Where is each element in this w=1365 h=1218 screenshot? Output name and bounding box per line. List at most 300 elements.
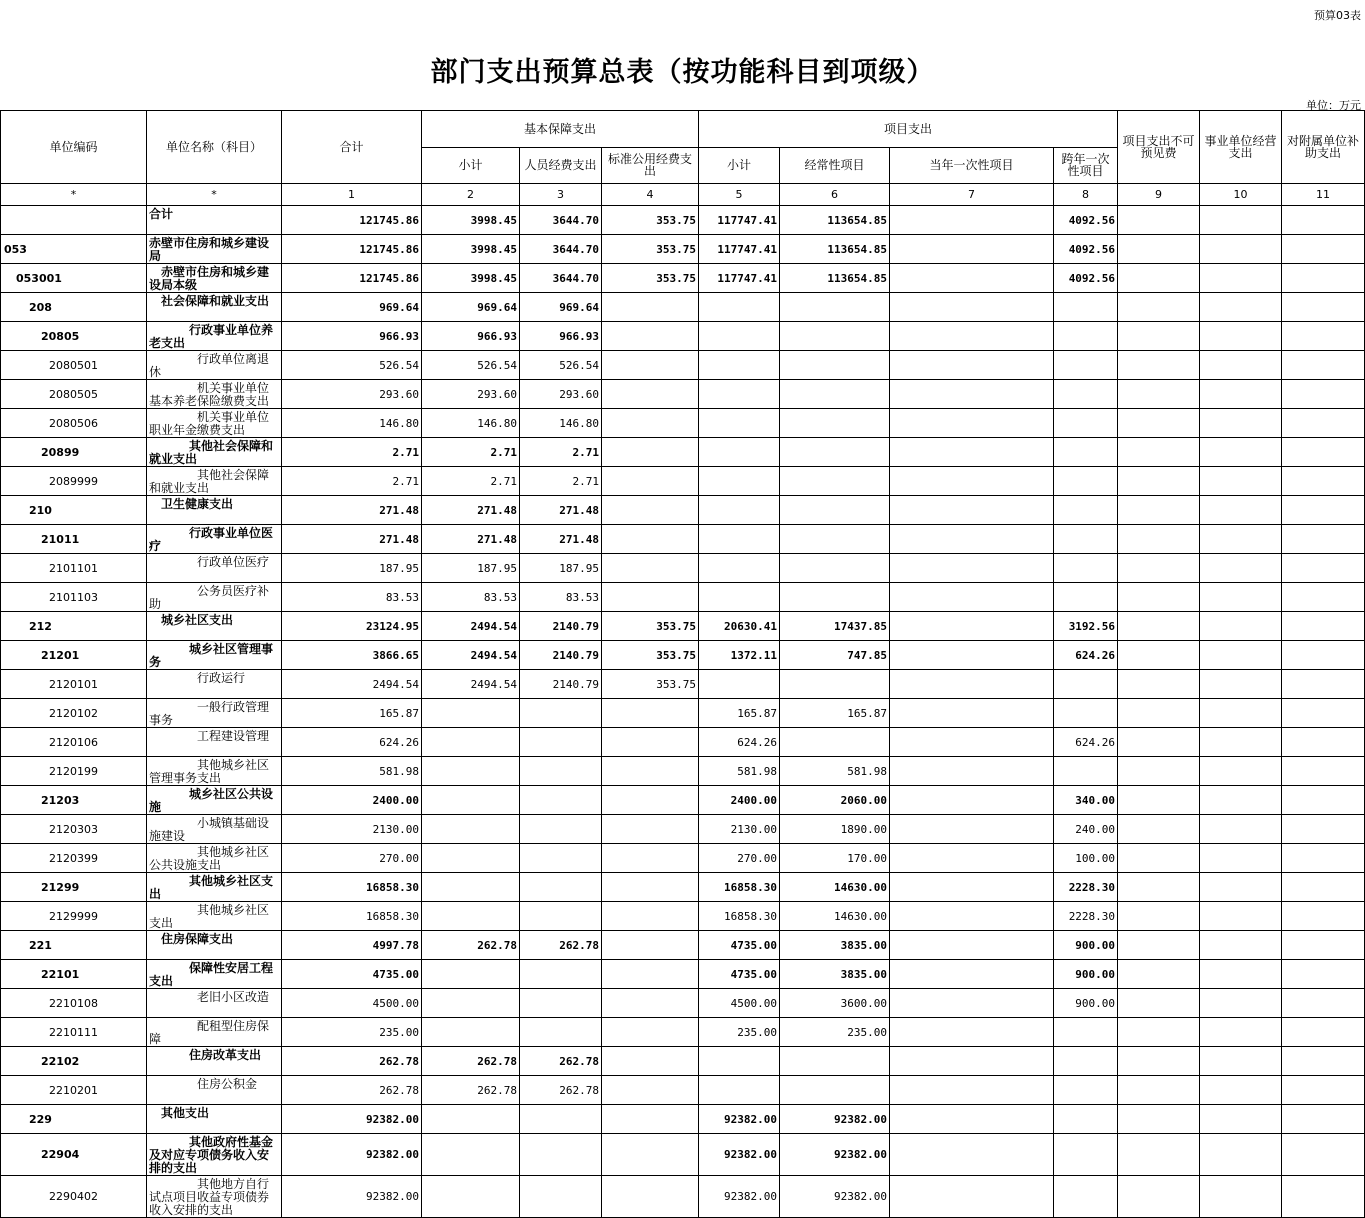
row-name: 公务员医疗补助 — [147, 583, 282, 612]
row-value: 3835.00 — [780, 960, 890, 989]
row-value — [1282, 583, 1365, 612]
row-name: 其他城乡社区管理事务支出 — [147, 757, 282, 786]
row-value — [699, 322, 780, 351]
row-value: 23124.95 — [282, 612, 422, 641]
column-index-cell: 4 — [602, 184, 699, 206]
row-value — [602, 873, 699, 902]
row-value — [602, 960, 699, 989]
row-value: 2.71 — [520, 438, 602, 467]
table-row — [1, 670, 1365, 699]
column-index-cell: 1 — [282, 184, 422, 206]
row-value: 121745.86 — [282, 264, 422, 293]
row-value — [1054, 438, 1118, 467]
row-value — [602, 496, 699, 525]
row-name: 工程建设管理 — [147, 728, 282, 757]
row-name: 赤壁市住房和城乡建设局 — [147, 235, 282, 264]
row-value — [520, 873, 602, 902]
header-unforeseen: 项目支出不可预见费 — [1118, 111, 1200, 184]
row-name: 社会保障和就业支出 — [147, 293, 282, 322]
row-value — [699, 351, 780, 380]
row-value — [890, 757, 1054, 786]
row-value: 3644.70 — [520, 206, 602, 235]
row-value: 2130.00 — [282, 815, 422, 844]
row-value: 293.60 — [520, 380, 602, 409]
row-code: 2120303 — [1, 815, 147, 844]
row-value — [520, 815, 602, 844]
row-value — [699, 554, 780, 583]
row-value — [1282, 235, 1365, 264]
table-row — [1, 467, 1365, 496]
header-one-time-cross: 跨年一次性项目 — [1054, 147, 1118, 184]
row-value: 2400.00 — [282, 786, 422, 815]
row-value — [890, 815, 1054, 844]
row-value — [1282, 844, 1365, 873]
row-value — [1118, 873, 1200, 902]
row-value — [1282, 438, 1365, 467]
row-value — [602, 467, 699, 496]
row-value: 2228.30 — [1054, 902, 1118, 931]
row-value: 353.75 — [602, 206, 699, 235]
row-value — [1200, 496, 1282, 525]
row-value — [890, 1018, 1054, 1047]
row-code: 229 — [1, 1105, 147, 1134]
row-value — [520, 1105, 602, 1134]
row-code: 212 — [1, 612, 147, 641]
row-value — [1282, 1105, 1365, 1134]
row-value — [780, 293, 890, 322]
row-value — [1282, 989, 1365, 1018]
row-value: 262.78 — [282, 1076, 422, 1105]
row-value — [780, 496, 890, 525]
table-row — [1, 960, 1365, 989]
row-value: 2494.54 — [282, 670, 422, 699]
row-value — [422, 844, 520, 873]
row-value — [602, 931, 699, 960]
row-value: 353.75 — [602, 670, 699, 699]
row-value — [1118, 438, 1200, 467]
row-value — [602, 409, 699, 438]
row-value — [1054, 380, 1118, 409]
row-value: 271.48 — [422, 525, 520, 554]
row-value — [520, 1018, 602, 1047]
row-name: 配租型住房保障 — [147, 1018, 282, 1047]
row-value: 20630.41 — [699, 612, 780, 641]
row-code: 21011 — [1, 525, 147, 554]
row-value — [780, 467, 890, 496]
row-value — [890, 409, 1054, 438]
row-value: 2494.54 — [422, 612, 520, 641]
row-value — [1118, 960, 1200, 989]
row-value — [520, 757, 602, 786]
row-value — [422, 1134, 520, 1176]
table-row — [1, 583, 1365, 612]
row-value — [1282, 264, 1365, 293]
column-index-cell: 6 — [780, 184, 890, 206]
row-value: 262.78 — [520, 931, 602, 960]
row-value — [890, 438, 1054, 467]
row-value — [422, 1018, 520, 1047]
row-value: 262.78 — [282, 1047, 422, 1076]
table-row — [1, 815, 1365, 844]
row-value — [422, 815, 520, 844]
row-code: 2120102 — [1, 699, 147, 728]
row-value — [699, 467, 780, 496]
row-value: 2060.00 — [780, 786, 890, 815]
row-value: 117747.41 — [699, 235, 780, 264]
row-value — [422, 757, 520, 786]
row-value — [602, 583, 699, 612]
row-name: 小城镇基础设施建设 — [147, 815, 282, 844]
row-value — [1200, 1076, 1282, 1105]
row-value: 3998.45 — [422, 264, 520, 293]
row-value: 113654.85 — [780, 206, 890, 235]
row-value — [1054, 1018, 1118, 1047]
row-code: 210 — [1, 496, 147, 525]
row-code: 21203 — [1, 786, 147, 815]
column-index-cell: 2 — [422, 184, 520, 206]
row-value — [1054, 467, 1118, 496]
row-value: 293.60 — [282, 380, 422, 409]
row-value — [1200, 554, 1282, 583]
column-index-cell: * — [147, 184, 282, 206]
row-value — [890, 844, 1054, 873]
row-value — [1118, 844, 1200, 873]
row-value: 2.71 — [422, 467, 520, 496]
row-value — [422, 960, 520, 989]
row-value — [780, 1076, 890, 1105]
row-value — [1200, 612, 1282, 641]
row-value — [890, 641, 1054, 670]
row-value — [1118, 1134, 1200, 1176]
row-value — [602, 728, 699, 757]
row-value — [1118, 554, 1200, 583]
row-value — [1200, 322, 1282, 351]
row-value: 2.71 — [282, 467, 422, 496]
row-value — [1200, 206, 1282, 235]
row-value — [1282, 322, 1365, 351]
row-value — [890, 264, 1054, 293]
row-value — [1118, 728, 1200, 757]
header-basic-subtotal: 小计 — [422, 147, 520, 184]
row-value: 83.53 — [282, 583, 422, 612]
table-row — [1, 380, 1365, 409]
row-name: 机关事业单位基本养老保险缴费支出 — [147, 380, 282, 409]
row-value — [1282, 786, 1365, 815]
row-value — [1054, 670, 1118, 699]
row-value — [699, 496, 780, 525]
row-value: 262.78 — [422, 1076, 520, 1105]
header-total: 合计 — [282, 111, 422, 184]
row-value: 92382.00 — [282, 1176, 422, 1218]
table-row — [1, 1018, 1365, 1047]
row-value — [1200, 235, 1282, 264]
row-code: 053001 — [1, 264, 147, 293]
row-value — [1118, 467, 1200, 496]
row-name: 住房改革支出 — [147, 1047, 282, 1076]
row-name: 卫生健康支出 — [147, 496, 282, 525]
table-row — [1, 641, 1365, 670]
row-value — [1118, 641, 1200, 670]
row-name: 其他城乡社区支出 — [147, 873, 282, 902]
row-value: 2.71 — [422, 438, 520, 467]
row-value: 165.87 — [282, 699, 422, 728]
row-value — [1200, 728, 1282, 757]
row-value: 16858.30 — [282, 873, 422, 902]
row-value — [602, 554, 699, 583]
row-value: 2228.30 — [1054, 873, 1118, 902]
table-row — [1, 1076, 1365, 1105]
row-value: 121745.86 — [282, 206, 422, 235]
row-value — [1282, 815, 1365, 844]
row-value: 3998.45 — [422, 206, 520, 235]
row-value — [1282, 699, 1365, 728]
row-value: 2130.00 — [699, 815, 780, 844]
row-code: 2120399 — [1, 844, 147, 873]
row-value: 900.00 — [1054, 989, 1118, 1018]
row-value: 2494.54 — [422, 670, 520, 699]
row-code: 2120106 — [1, 728, 147, 757]
row-code: 22101 — [1, 960, 147, 989]
row-value — [422, 1176, 520, 1218]
row-value: 271.48 — [282, 496, 422, 525]
row-value — [1118, 670, 1200, 699]
header-basic: 基本保障支出 — [422, 111, 699, 148]
row-value — [780, 1047, 890, 1076]
row-value — [780, 409, 890, 438]
row-name: 城乡社区公共设施 — [147, 786, 282, 815]
row-value: 526.54 — [520, 351, 602, 380]
row-name: 住房保障支出 — [147, 931, 282, 960]
row-value — [1200, 1018, 1282, 1047]
table-row — [1, 235, 1365, 264]
form-number: 预算03表 — [1314, 9, 1361, 22]
row-value: 353.75 — [602, 612, 699, 641]
row-value: 900.00 — [1054, 931, 1118, 960]
row-value: 353.75 — [602, 264, 699, 293]
header-operating: 事业单位经营支出 — [1200, 111, 1282, 184]
row-value: 240.00 — [1054, 815, 1118, 844]
row-value: 2.71 — [520, 467, 602, 496]
row-value — [890, 1176, 1054, 1218]
row-value: 4500.00 — [699, 989, 780, 1018]
row-value: 4997.78 — [282, 931, 422, 960]
row-value — [890, 873, 1054, 902]
row-value — [1200, 815, 1282, 844]
row-value: 262.78 — [520, 1047, 602, 1076]
row-value — [602, 844, 699, 873]
row-value — [1282, 728, 1365, 757]
row-value — [1200, 583, 1282, 612]
row-value: 270.00 — [282, 844, 422, 873]
row-value: 969.64 — [520, 293, 602, 322]
table-row — [1, 1047, 1365, 1076]
row-value — [1200, 293, 1282, 322]
table-row — [1, 728, 1365, 757]
row-value: 2400.00 — [699, 786, 780, 815]
row-name: 其他社会保障和就业支出 — [147, 467, 282, 496]
row-value: 146.80 — [282, 409, 422, 438]
row-value — [1118, 757, 1200, 786]
row-value: 117747.41 — [699, 206, 780, 235]
row-value — [422, 1105, 520, 1134]
row-value — [422, 728, 520, 757]
row-value — [1282, 931, 1365, 960]
row-value — [890, 612, 1054, 641]
row-value — [602, 438, 699, 467]
row-value: 262.78 — [422, 1047, 520, 1076]
row-value: 187.95 — [520, 554, 602, 583]
row-value: 16858.30 — [282, 902, 422, 931]
row-value: 262.78 — [422, 931, 520, 960]
row-value — [1118, 496, 1200, 525]
row-value — [1282, 496, 1365, 525]
row-code: 2080505 — [1, 380, 147, 409]
row-value — [1282, 612, 1365, 641]
row-value — [1054, 293, 1118, 322]
column-index-cell: 11 — [1282, 184, 1365, 206]
row-value: 2140.79 — [520, 670, 602, 699]
row-name: 行政单位医疗 — [147, 554, 282, 583]
row-value — [890, 989, 1054, 1018]
row-value — [602, 815, 699, 844]
row-value — [1118, 206, 1200, 235]
row-value — [699, 525, 780, 554]
row-name: 行政单位离退休 — [147, 351, 282, 380]
column-index-cell: 9 — [1118, 184, 1200, 206]
row-value — [890, 1134, 1054, 1176]
row-value: 4500.00 — [282, 989, 422, 1018]
row-value — [890, 728, 1054, 757]
row-value — [890, 931, 1054, 960]
row-value — [1200, 844, 1282, 873]
row-value — [1200, 786, 1282, 815]
row-value: 146.80 — [422, 409, 520, 438]
header-public-std: 标准公用经费支出 — [602, 147, 699, 184]
row-name: 合计 — [147, 206, 282, 235]
row-value: 624.26 — [699, 728, 780, 757]
row-value: 900.00 — [1054, 960, 1118, 989]
row-value — [780, 380, 890, 409]
row-code: 22904 — [1, 1134, 147, 1176]
row-value — [520, 844, 602, 873]
row-value — [1200, 641, 1282, 670]
row-value — [1054, 757, 1118, 786]
table-row — [1, 1176, 1365, 1218]
row-value — [890, 902, 1054, 931]
row-value — [1118, 699, 1200, 728]
page-title: 部门支出预算总表（按功能科目到项级） — [430, 57, 935, 88]
row-value: 293.60 — [422, 380, 520, 409]
row-value — [1200, 1105, 1282, 1134]
row-value: 581.98 — [282, 757, 422, 786]
header-one-time-current: 当年一次性项目 — [890, 147, 1054, 184]
row-value — [1282, 641, 1365, 670]
table-row — [1, 351, 1365, 380]
row-code: 221 — [1, 931, 147, 960]
row-value: 271.48 — [422, 496, 520, 525]
row-code: 2120199 — [1, 757, 147, 786]
row-code: 2101101 — [1, 554, 147, 583]
row-value — [1282, 409, 1365, 438]
row-name: 其他支出 — [147, 1105, 282, 1134]
row-value: 2494.54 — [422, 641, 520, 670]
row-value — [1054, 1105, 1118, 1134]
row-name: 其他地方自行试点项目收益专项债券收入安排的支出 — [147, 1176, 282, 1218]
row-value — [890, 293, 1054, 322]
row-value: 3192.56 — [1054, 612, 1118, 641]
row-value — [1118, 293, 1200, 322]
table-row — [1, 264, 1365, 293]
table-row — [1, 786, 1365, 815]
row-value — [1118, 902, 1200, 931]
row-value — [1200, 670, 1282, 699]
row-code: 2080506 — [1, 409, 147, 438]
row-value: 581.98 — [699, 757, 780, 786]
row-code: 2080501 — [1, 351, 147, 380]
row-value — [1118, 583, 1200, 612]
row-code: 20805 — [1, 322, 147, 351]
header-name: 单位名称（科目） — [147, 111, 282, 184]
row-value — [890, 1105, 1054, 1134]
column-index-cell: 7 — [890, 184, 1054, 206]
row-value — [1282, 1134, 1365, 1176]
row-value — [1054, 351, 1118, 380]
row-name: 保障性安居工程支出 — [147, 960, 282, 989]
row-name: 城乡社区管理事务 — [147, 641, 282, 670]
row-value: 2.71 — [282, 438, 422, 467]
row-value — [1282, 757, 1365, 786]
row-value: 146.80 — [520, 409, 602, 438]
row-value: 966.93 — [422, 322, 520, 351]
row-value — [520, 699, 602, 728]
row-value — [602, 902, 699, 931]
row-value: 353.75 — [602, 641, 699, 670]
row-value — [1118, 1076, 1200, 1105]
row-value — [1200, 380, 1282, 409]
row-value: 92382.00 — [780, 1176, 890, 1218]
row-value: 235.00 — [780, 1018, 890, 1047]
table-row — [1, 902, 1365, 931]
column-index-cell: 8 — [1054, 184, 1118, 206]
column-index-row — [1, 184, 1365, 206]
row-value: 92382.00 — [282, 1105, 422, 1134]
row-value — [890, 496, 1054, 525]
row-value: 4092.56 — [1054, 264, 1118, 293]
table-row — [1, 699, 1365, 728]
header-personnel: 人员经费支出 — [520, 147, 602, 184]
row-value: 3644.70 — [520, 264, 602, 293]
row-value — [1200, 757, 1282, 786]
row-value: 165.87 — [780, 699, 890, 728]
row-value — [1118, 525, 1200, 554]
row-value — [699, 583, 780, 612]
row-value — [699, 438, 780, 467]
row-value: 4735.00 — [699, 960, 780, 989]
row-value — [602, 699, 699, 728]
row-name: 其他政府性基金及对应专项债务收入安排的支出 — [147, 1134, 282, 1176]
row-name: 其他社会保障和就业支出 — [147, 438, 282, 467]
row-value — [602, 525, 699, 554]
row-value: 121745.86 — [282, 235, 422, 264]
row-name: 赤壁市住房和城乡建设局本级 — [147, 264, 282, 293]
row-value — [1118, 931, 1200, 960]
row-value: 235.00 — [699, 1018, 780, 1047]
row-name: 住房公积金 — [147, 1076, 282, 1105]
row-value — [890, 699, 1054, 728]
row-value — [1282, 293, 1365, 322]
table-row — [1, 757, 1365, 786]
row-name: 老旧小区改造 — [147, 989, 282, 1018]
